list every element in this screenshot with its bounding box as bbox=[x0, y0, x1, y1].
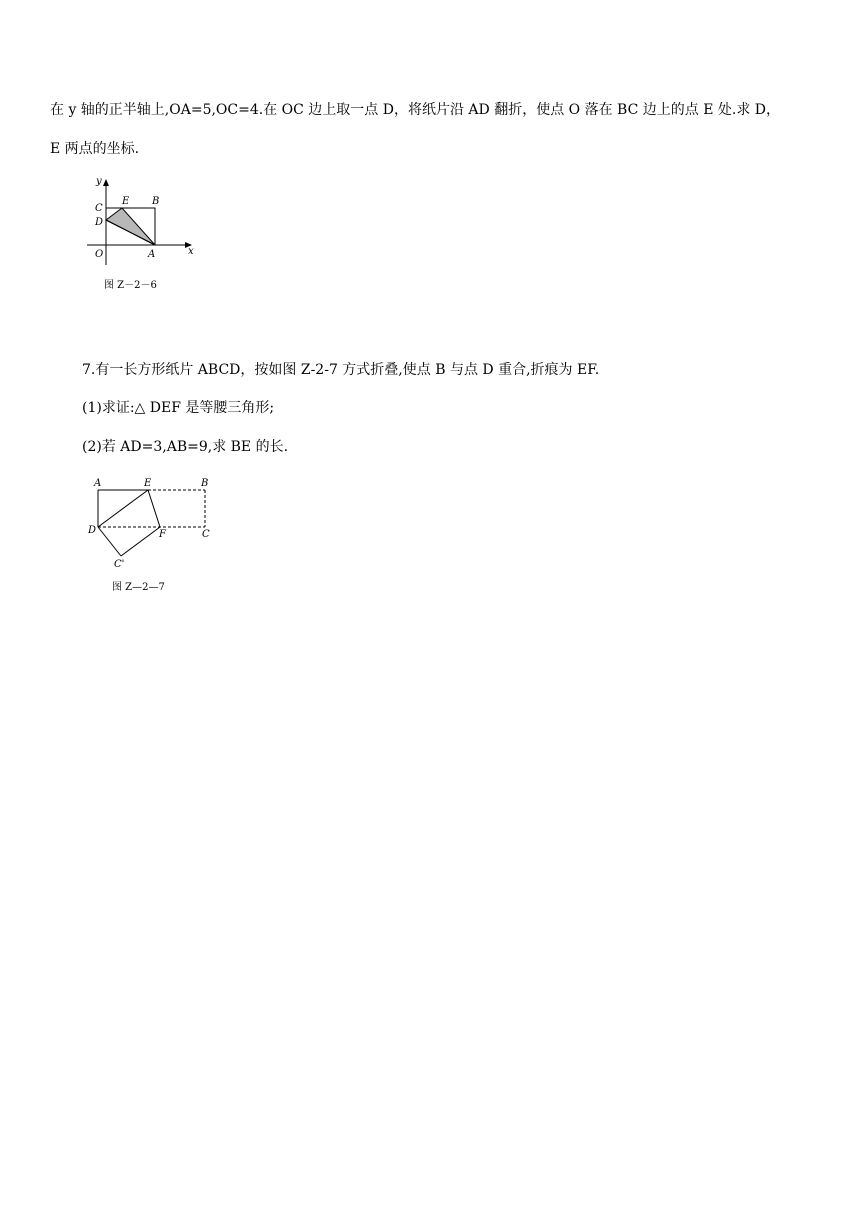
problem7-part2: (2)若 AD=3,AB=9,求 BE 的长. bbox=[82, 439, 289, 455]
caption-z-2-6: 图 Z－2－6 bbox=[104, 280, 157, 291]
label-a: A bbox=[94, 478, 102, 489]
label-c-prime: C' bbox=[114, 559, 125, 570]
label-x: x bbox=[188, 246, 194, 257]
edge-c-prime-f bbox=[121, 527, 160, 556]
crease-ef bbox=[148, 490, 160, 527]
label-d: D bbox=[88, 525, 97, 536]
label-b: B bbox=[201, 478, 209, 489]
label-d: D bbox=[95, 217, 104, 228]
figure-z-2-7-diagram bbox=[80, 470, 220, 595]
label-a: A bbox=[148, 249, 156, 260]
edge-dc-prime bbox=[98, 527, 121, 556]
label-b: B bbox=[152, 196, 160, 207]
label-o: O bbox=[95, 249, 104, 260]
caption-z-2-7: 图 Z—2—7 bbox=[112, 582, 165, 593]
label-e: E bbox=[144, 478, 152, 489]
problem6-text-line1: 在 y 轴的正半轴上,OA=5,OC=4.在 OC 边上取一点 D，将纸片沿 AD 翻折，使点 O 落在 BC 边上的点 E 处.求 D， bbox=[50, 102, 780, 118]
label-c: C bbox=[95, 203, 103, 214]
problem6-text-line2: E 两点的坐标. bbox=[50, 141, 140, 157]
problem7-stem: 7.有一长方形纸片 ABCD，按如图 Z-2-7 方式折叠,使点 B 与点 D 重合,折痕为 EF. bbox=[82, 362, 600, 378]
label-f: F bbox=[159, 529, 166, 540]
folded-triangle-dea bbox=[106, 208, 155, 245]
y-axis-arrow bbox=[103, 179, 109, 186]
figure-z-2-6 bbox=[80, 170, 200, 295]
figure-z-2-6-diagram bbox=[80, 170, 200, 295]
figure-z-2-7 bbox=[80, 470, 220, 595]
label-e: E bbox=[122, 196, 130, 207]
label-c: C bbox=[202, 529, 210, 540]
problem7-part1: (1)求证:△ DEF 是等腰三角形; bbox=[82, 400, 275, 416]
label-y: y bbox=[96, 176, 102, 187]
edge-de bbox=[98, 490, 148, 527]
